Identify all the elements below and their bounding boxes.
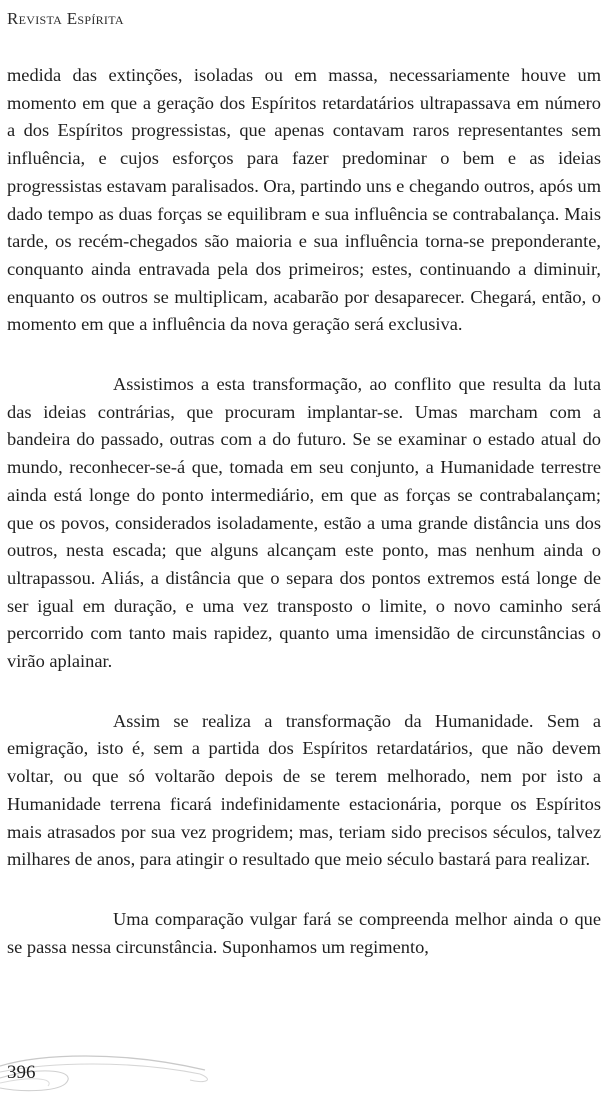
paragraph-continuation: medida das extinções, isoladas ou em massa, necessariamente houve um momento em que a geração dos Espíritos retardatários ultrapassava em número a dos Espíritos progressistas, que apenas contavam raros representantes sem influência, e cujos esforços para fazer predominar o bem e as ideias progressistas estavam paralisados. Ora, partindo uns e chegando outros, após um dado tempo as duas forças se equilibram e sua influência se contrabalança. Mais tarde, os recém-chegados são maioria e sua influência torna-se preponderante, conquanto ainda entravada pela dos primeiros; estes, continuando a diminuir, enquanto os outros se multiplicam, acabarão por desaparecer. Chegará, então, o momento em que a influência da nova geração será exclusiva. bbox=[7, 65, 601, 335]
decorative-swoosh-icon bbox=[0, 1036, 240, 1093]
paragraph: Uma comparação vulgar fará se compreenda melhor ainda o que se passa nessa circunstância. Suponhamos um regimento, bbox=[7, 908, 601, 957]
page-number: 396 bbox=[7, 1062, 36, 1083]
paragraph: Assistimos a esta transformação, ao conflito que resulta da luta das ideias contrárias, que procuram implantar-se. Umas marcham com a bandeira do passado, outras com a do futuro. Se se examinar o estado atual do mundo, reconhecer-se-á que, tomada em seu conjunto, a Humanidade terrestre ainda está longe do ponto intermediário, em que as forças se contrabalançam; que os povos, considerados isoladamente, estão a uma grande distância uns dos outros, nesta escada; que alguns alcançam este ponto, mas nenhum ainda o ultrapassou. Aliás, a distância que o separa dos pontos extremos está longe de ser igual em duração, e uma vez transposto o limite, o novo caminho será percorrido com tanto mais rapidez, quanto uma imensidão de circunstâncias o virão aplainar. bbox=[7, 374, 601, 672]
paragraph: Assim se realiza a transformação da Humanidade. Sem a emigração, isto é, sem a partida dos Espíritos retardatários, que não devem voltar, ou que só voltarão depois de se terem melhorado, nem por isto a Humanidade terrena ficará indefinidamente estacionária, porque os Espíritos mais atrasados por sua vez progridem; mas, teriam sido precisos séculos, talvez milhares de anos, para atingir o resultado que meio século bastará para realizar. bbox=[7, 710, 601, 870]
body-text bbox=[7, 62, 601, 993]
running-header: Revista Espírita bbox=[7, 9, 124, 28]
